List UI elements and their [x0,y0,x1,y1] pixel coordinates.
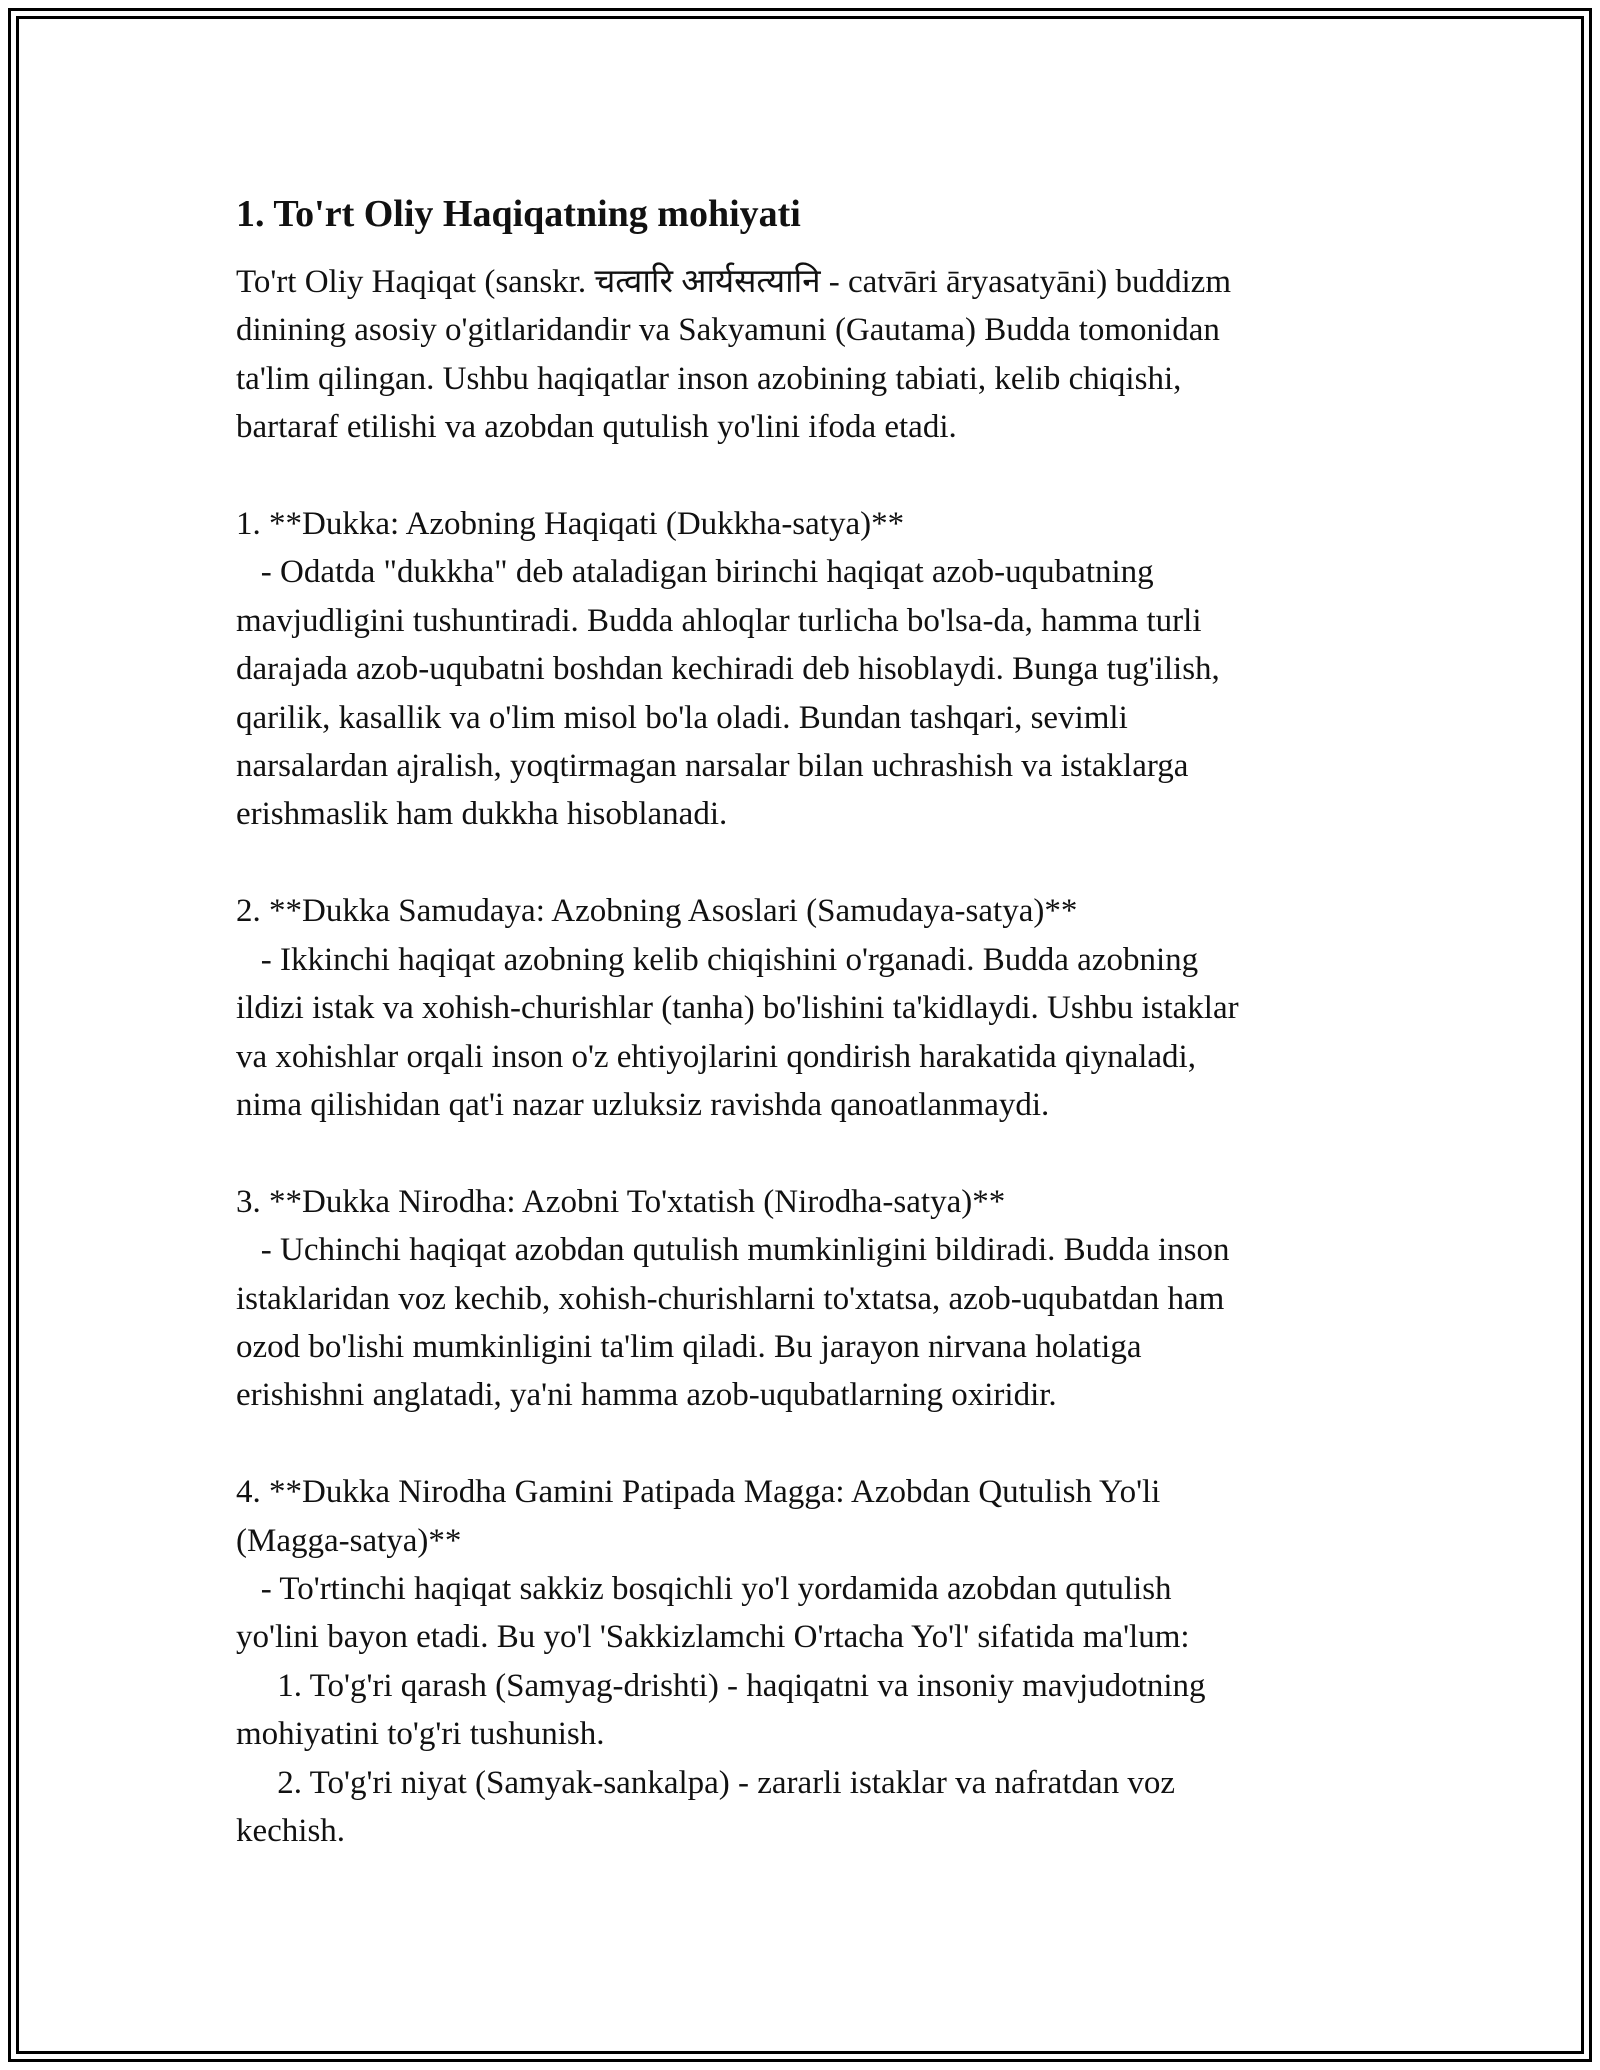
document-heading: 1. To'rt Oliy Haqiqatning mohiyati [236,193,801,235]
document-body [236,190,1386,1855]
truth-4-paragraph: 4. **Dukka Nirodha Gamini Patipada Magga: Azobdan Qutulish Yo'li (Magga-satya)** - To'rtinchi haqiqat sakkiz bosqichli yo'l yordamida azobdan qutulish yo'lini bayon etadi. Bu yo'l 'Sakkizlamchi O'rtacha Yo'l' sifatida ma'lum: 1. To'g'ri qarash (Samyag-drishti) - haqiqatni va insoniy mavjudotning mohiyatini to'g'ri tushunish. 2. To'g'ri niyat (Samyak-sankalpa) - zararli istaklar va nafratdan voz kechish. [236,1474,1206,1849]
spacer-line [236,1129,1386,1177]
spacer-line [236,839,1386,887]
spacer-line [236,1420,1386,1468]
truth-1-paragraph: 1. **Dukka: Azobning Haqiqati (Dukkha-satya)** - Odatda "dukkha" deb ataladigan birinchi haqiqat azob-uqubatning mavjudligini tushuntiradi. Budda ahloqlar turlicha bo'lsa-da, hamma turli darajada azob-uqubatni boshdan kechiradi deb hisoblaydi. Bunga tug'ilish, qarilik, kasallik va o'lim misol bo'la oladi. Bundan tashqari, sevimli narsalardan ajralish, yoqtirmagan narsalar bilan uchrashish va istaklarga erishmaslik ham dukkha hisoblanadi. [236,506,1220,833]
truth-3-paragraph: 3. **Dukka Nirodha: Azobni To'xtatish (Nirodha-satya)** - Uchinchi haqiqat azobdan qutulish mumkinligini bildiradi. Budda inson istaklaridan voz kechib, xohish-churishlarni to'xtatsa, azob-uqubatdan ham ozod bo'lishi mumkinligini ta'lim qiladi. Bu jarayon nirvana holatiga erishishni anglatadi, ya'ni hamma azob-uqubatlarning oxiridir. [236,1183,1230,1414]
spacer-line [236,452,1386,500]
truth-2-paragraph: 2. **Dukka Samudaya: Azobning Asoslari (Samudaya-satya)** - Ikkinchi haqiqat azobning kelib chiqishini o'rganadi. Budda azobning ildizi istak va xohish-churishlar (tanha) bo'lishini ta'kidlaydi. Ushbu istaklar va xohishlar orqali inson o'z ehtiyojlarini qondirish harakatida qiynaladi, nima qilishidan qat'i nazar uzluksiz ravishda qanoatlanmaydi. [236,893,1239,1123]
intro-paragraph: To'rt Oliy Haqiqat (sanskr. चत्वारि आर्यसत्यानि - catvāri āryasatyāni) buddizm dinining asosiy o'gitlaridandir va Sakyamuni (Gautama) Budda tomonidan ta'lim qilingan. Ushbu haqiqatlar inson azobining tabiati, kelib chiqishi, bartaraf etilishi va azobdan qutulish yo'lini ifoda etadi. [236,264,1231,446]
